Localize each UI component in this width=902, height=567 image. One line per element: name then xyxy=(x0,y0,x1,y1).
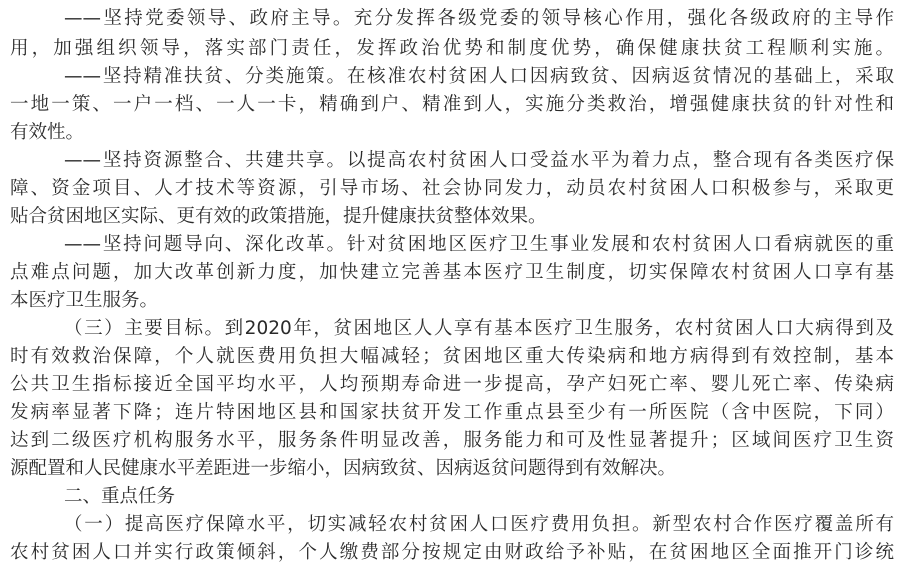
paragraph-line: 用，加强组织领导，落实部门责任，发挥政治优势和制度优势，确保健康扶贫工程顺利实施。 xyxy=(10,38,894,59)
paragraph-line: 贴合贫困地区实际、更有效的政策措施，提升健康扶贫整体效果。 xyxy=(10,206,547,227)
paragraph-line: 一地一策、一户一档、一人一卡，精确到户、精准到人，实施分类救治，增强健康扶贫的针对性和 xyxy=(10,94,894,115)
paragraph-line: ——坚持资源整合、共建共享。以提高农村贫困人口受益水平为着力点，整合现有各类医疗保 xyxy=(64,150,894,171)
paragraph-line: 源配置和人民健康水平差距进一步缩小，因病致贫、因病返贫问题得到有效解决。 xyxy=(10,458,677,479)
paragraph-line: 时有效救治保障，个人就医费用负担大幅减轻；贫困地区重大传染病和地方病得到有效控制，基本 xyxy=(10,346,894,367)
paragraph-line: 点难点问题，加大改革创新力度，加快建立完善基本医疗卫生制度，切实保障农村贫困人口享有基 xyxy=(10,262,894,283)
paragraph-line: 达到二级医疗机构服务水平，服务条件明显改善，服务能力和可及性显著提升；区域间医疗卫生资 xyxy=(10,430,894,451)
paragraph-line: ——坚持精准扶贫、分类施策。在核准农村贫困人口因病致贫、因病返贫情况的基础上，采取 xyxy=(64,66,894,87)
paragraph-line: 有效性。 xyxy=(10,122,85,143)
paragraph-line: 本医疗卫生服务。 xyxy=(10,290,159,311)
paragraph-line: （一）提高医疗保障水平，切实减轻农村贫困人口医疗费用负担。新型农村合作医疗覆盖所有 xyxy=(64,514,894,535)
section-heading: 二、重点任务 xyxy=(64,486,176,507)
paragraph-line: 公共卫生指标接近全国平均水平，人均预期寿命进一步提高，孕产妇死亡率、婴儿死亡率、传染病 xyxy=(10,374,894,395)
paragraph-line: 发病率显著下降；连片特困地区县和国家扶贫开发工作重点县至少有一所医院（含中医院，下同） xyxy=(10,402,894,423)
paragraph-line: ——坚持问题导向、深化改革。针对贫困地区医疗卫生事业发展和农村贫困人口看病就医的重 xyxy=(64,234,894,255)
paragraph-line: （三）主要目标。到2020年，贫困地区人人享有基本医疗卫生服务，农村贫困人口大病得到及 xyxy=(64,318,894,339)
paragraph-line: ——坚持党委领导、政府主导。充分发挥各级党委的领导核心作用，强化各级政府的主导作 xyxy=(64,8,894,29)
paragraph-line: 障、资金项目、人才技术等资源，引导市场、社会协同发力，动员农村贫困人口积极参与，采取更 xyxy=(10,178,894,199)
paragraph-line: 农村贫困人口并实行政策倾斜，个人缴费部分按规定由财政给予补贴，在贫困地区全面推开门诊统 xyxy=(10,542,894,563)
